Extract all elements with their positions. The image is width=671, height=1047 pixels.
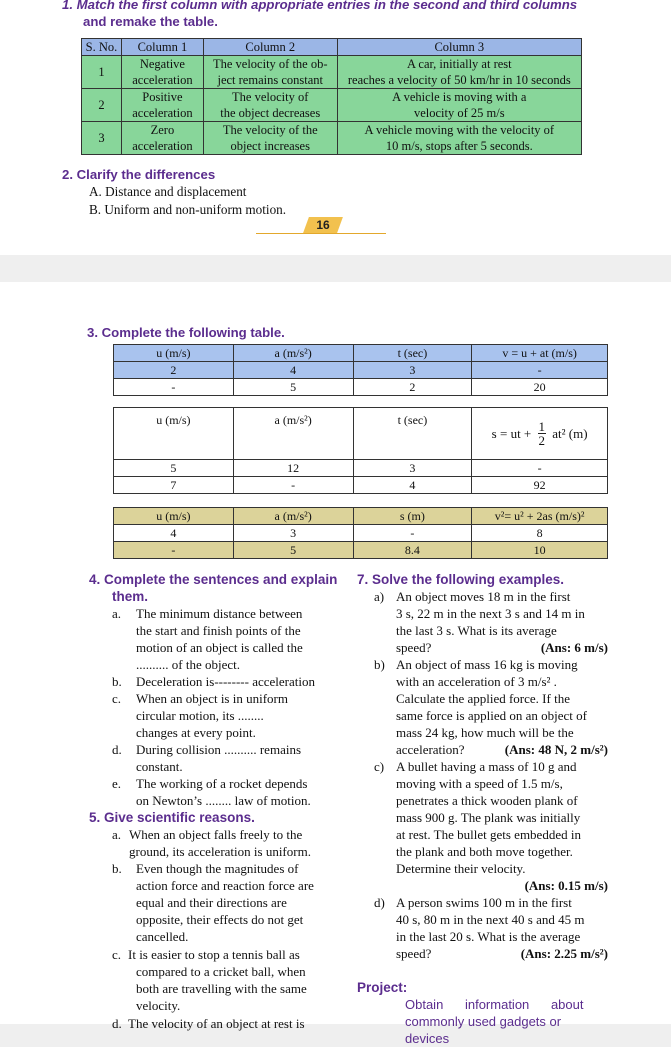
header-initial-velocity: u (m/s): [114, 508, 234, 525]
table-cell: 3: [353, 362, 472, 379]
cell-line: 10 m/s, stops after 5 seconds.: [385, 139, 533, 153]
table-row: [82, 56, 582, 89]
q5-item-c: [112, 946, 337, 1014]
text-line: constant.: [136, 759, 183, 774]
header-initial-velocity: u (m/s): [114, 345, 234, 362]
cell-column-2: [203, 122, 337, 155]
header-time: t (sec): [353, 408, 472, 460]
text-line: compared to a cricket ball, when: [136, 964, 306, 979]
cell-line: acceleration: [132, 106, 193, 120]
cell-line: A car, initially at rest: [406, 57, 512, 71]
text-line: An object moves 18 m in the first: [396, 589, 571, 604]
answer: (Ans: 2.25 m/s²): [520, 946, 608, 961]
text-line: 40 s, 80 m in the next 40 s and 45 m: [396, 912, 585, 927]
header-column-2: Column 2: [203, 39, 337, 56]
header-column-1: Column 1: [121, 39, 203, 56]
text-line: opposite, their effects do not get: [136, 912, 304, 927]
header-acceleration: a (m/s²): [233, 408, 353, 460]
textbook-page-top: [0, 0, 671, 255]
text-line: circular motion, its ........: [136, 708, 264, 723]
item-marker: d.: [112, 742, 122, 757]
table-cell: 5: [114, 460, 234, 477]
text-line: with an acceleration of 3 m/s² .: [396, 674, 557, 689]
item-marker: a.: [112, 827, 122, 842]
header-displacement-formula: [472, 408, 608, 460]
cell-line: A vehicle moving with the velocity of: [364, 123, 555, 137]
project-text-line1: Obtain information about: [405, 997, 584, 1012]
q7-item-c: [374, 758, 608, 894]
cell-line: Positive: [142, 90, 183, 104]
project-text-line2: commonly used gadgets or devices: [405, 1014, 562, 1046]
q2-heading: 2. Clarify the differences: [62, 167, 216, 182]
table-cell: 7: [114, 477, 234, 494]
text-line: penetrates a thick wooden plank of: [396, 793, 578, 808]
text-line: .......... of the object.: [136, 657, 240, 672]
text-line: the start and finish points of the: [136, 623, 301, 638]
page-number: 16: [316, 218, 330, 232]
text-line: A bullet having a mass of 10 g and: [396, 759, 577, 774]
table-header-row: [114, 345, 608, 362]
table-cell: -: [233, 477, 353, 494]
cell-column-2: [203, 89, 337, 122]
text-line: action force and reaction force are: [136, 878, 314, 893]
item-marker: c): [374, 759, 385, 774]
text-line: 3 s, 22 m in the next 3 s and 14 m in: [396, 606, 585, 621]
table-cell: -: [472, 362, 608, 379]
table-cell: -: [472, 460, 608, 477]
cell-line: Zero: [150, 123, 175, 137]
header-displacement: s (m): [353, 508, 472, 525]
item-marker: e.: [112, 776, 122, 791]
q5-heading: 5. Give scientific reasons.: [89, 810, 255, 825]
text-line: mass 24 kg, how much will be the: [396, 725, 574, 740]
cell-line: reaches a velocity of 50 km/hr in 10 seconds: [347, 73, 571, 87]
text-line: moving with a speed of 1.5 m/s,: [396, 776, 563, 791]
cell-column-3: [337, 56, 581, 89]
q4-heading-cont: them.: [112, 589, 149, 604]
cell-column-3: [337, 89, 581, 122]
text-line: in the last 20 s. What is the average: [396, 929, 581, 944]
item-marker: b.: [112, 861, 122, 876]
text-line: the last 3 s. What is its average: [396, 623, 557, 638]
q1-heading-line2: and remake the table.: [83, 14, 218, 29]
header-acceleration: a (m/s²): [233, 345, 353, 362]
text-line-with-answer: [396, 945, 608, 962]
q4-heading: 4. Complete the sentences and explain: [89, 572, 338, 587]
table-cell: 8.4: [353, 542, 472, 559]
item-text: [136, 673, 337, 690]
cell-column-1: [121, 122, 203, 155]
text-line: velocity.: [136, 998, 181, 1013]
table-row: [114, 362, 608, 379]
header-time: t (sec): [353, 345, 472, 362]
table-cell: 4: [114, 525, 234, 542]
cell-line: object increases: [230, 139, 310, 153]
cell-line: The velocity of the: [222, 123, 318, 137]
text-line: equal and their directions are: [136, 895, 287, 910]
item-text: [128, 946, 337, 1014]
text-line: acceleration?: [396, 742, 465, 757]
item-text: [128, 1015, 337, 1032]
text-line: The minimum distance between: [136, 606, 303, 621]
text-line: same force is applied on an object of: [396, 708, 587, 723]
item-text: [396, 758, 608, 894]
q7-heading: 7. Solve the following examples.: [357, 572, 565, 587]
item-text: [396, 588, 608, 656]
table-cell: 8: [472, 525, 608, 542]
text-line: speed?: [396, 640, 432, 655]
cell-column-1: [121, 56, 203, 89]
table-cell: 92: [472, 477, 608, 494]
table-cell: 20: [472, 379, 608, 396]
kinematics-table-2: [113, 407, 608, 494]
q7-item-b: [374, 656, 608, 758]
text-line: cancelled.: [136, 929, 189, 944]
text-line: Determine their velocity.: [396, 861, 526, 876]
cell-line: velocity of 25 m/s: [413, 106, 505, 120]
header-sno: S. No.: [82, 39, 122, 56]
table-cell: 4: [353, 477, 472, 494]
q3-heading: 3. Complete the following table.: [87, 325, 285, 340]
header-acceleration: a (m/s²): [233, 508, 353, 525]
kinematics-table-1: [113, 344, 608, 396]
match-table-header-row: [82, 39, 582, 56]
table-cell: 3: [353, 460, 472, 477]
item-marker: c.: [112, 691, 122, 706]
q2-part-a: A. Distance and displacement: [89, 184, 247, 199]
item-text: [136, 690, 337, 741]
header-initial-velocity: u (m/s): [114, 408, 234, 460]
fraction-numerator: 1: [538, 419, 546, 434]
item-marker: d): [374, 895, 385, 910]
answer: (Ans: 0.15 m/s): [524, 878, 608, 893]
text-line: A person swims 100 m in the first: [396, 895, 572, 910]
cell-line: Negative: [139, 57, 185, 71]
table-header-row: [114, 408, 608, 460]
text-line: motion of an object is called the: [136, 640, 303, 655]
text-line-with-answer: [396, 639, 608, 656]
item-text: [396, 894, 608, 962]
q5-item-a: [112, 826, 337, 860]
text-line: changes at every point.: [136, 725, 256, 740]
kinematics-table-3: [113, 507, 608, 559]
table-cell: 10: [472, 542, 608, 559]
item-text: [136, 605, 337, 673]
answer: (Ans: 6 m/s): [540, 640, 608, 655]
cell-sno: 1: [82, 56, 122, 89]
formula-left: s = ut +: [491, 425, 532, 441]
q4-item-b: [112, 673, 337, 690]
text-line-with-answer: [396, 741, 608, 758]
text-line: When an object falls freely to the: [129, 827, 303, 842]
table-cell: 4: [233, 362, 353, 379]
cell-line: the object decreases: [220, 106, 321, 120]
table-cell: 12: [233, 460, 353, 477]
text-line: mass 900 g. The plank was initially: [396, 810, 581, 825]
text-line: The working of a rocket depends: [136, 776, 308, 791]
cell-line: The velocity of: [232, 90, 309, 104]
item-text: [136, 775, 337, 809]
item-text: [396, 656, 608, 758]
cell-line: A vehicle is moving with a: [392, 90, 527, 104]
table-row: [114, 379, 608, 396]
cell-column-2: [203, 56, 337, 89]
formula-right: at² (m): [552, 425, 588, 441]
table-header-row: [114, 508, 608, 525]
q7-item-d: [374, 894, 608, 962]
table-row: [114, 460, 608, 477]
text-line: speed?: [396, 946, 432, 961]
textbook-page-bottom: [0, 282, 671, 1046]
formula-fraction: [538, 420, 547, 447]
q4-item-c: [112, 690, 337, 741]
table-row: [114, 477, 608, 494]
cell-line: The velocity of the ob-: [212, 57, 328, 71]
text-line: It is easier to stop a tennis ball as: [128, 947, 300, 962]
q4-item-d: [112, 741, 337, 775]
item-text: [129, 826, 337, 860]
item-text: [136, 860, 337, 945]
text-line: on Newton’s ........ law of motion.: [136, 793, 311, 808]
q1-heading-line1: 1. Match the first column with appropriate entries in the second and third columns: [62, 0, 578, 12]
cell-line: ject remains constant: [217, 73, 323, 87]
table-cell: -: [114, 542, 234, 559]
item-marker: a): [374, 589, 385, 604]
cell-line: acceleration: [132, 73, 193, 87]
answer: (Ans: 48 N, 2 m/s²): [504, 742, 608, 757]
table-cell: 5: [233, 542, 353, 559]
cell-sno: 3: [82, 122, 122, 155]
table-cell: -: [353, 525, 472, 542]
text-line: ground, its acceleration is uniform.: [129, 844, 311, 859]
q4-item-e: [112, 775, 337, 809]
header-final-velocity: v = u + at (m/s): [472, 345, 608, 362]
header-column-3: Column 3: [337, 39, 581, 56]
table-cell: -: [114, 379, 234, 396]
item-marker: b): [374, 657, 385, 672]
text-line: The velocity of an object at rest is: [128, 1016, 305, 1031]
item-marker: b.: [112, 674, 122, 689]
table-cell: 2: [114, 362, 234, 379]
cell-column-1: [121, 89, 203, 122]
table-row: [114, 525, 608, 542]
cell-sno: 2: [82, 89, 122, 122]
text-line: both are travelling with the same: [136, 981, 307, 996]
text-line: the plank and both move together.: [396, 844, 573, 859]
match-table: [81, 38, 582, 155]
table-row: [82, 89, 582, 122]
q5-item-b: [112, 860, 337, 945]
table-cell: 5: [233, 379, 353, 396]
item-marker: a.: [112, 606, 122, 621]
item-text: [136, 741, 337, 775]
text-line: When an object is in uniform: [136, 691, 288, 706]
item-marker: d.: [112, 1016, 122, 1031]
table-cell: 3: [233, 525, 353, 542]
page-number-rule: [256, 233, 386, 234]
text-line: at rest. The bullet gets embedded in: [396, 827, 581, 842]
q2-part-b: B. Uniform and non-uniform motion.: [89, 202, 287, 217]
text-line: Deceleration is-------- acceleration: [136, 674, 315, 689]
q4-item-a: [112, 605, 337, 673]
text-line: During collision .......... remains: [136, 742, 302, 757]
project-heading: Project:: [357, 980, 408, 995]
item-marker: c.: [112, 947, 122, 962]
cell-column-3: [337, 122, 581, 155]
text-line: An object of mass 16 kg is moving: [396, 657, 578, 672]
q7-item-a: [374, 588, 608, 656]
table-row: [114, 542, 608, 559]
cell-line: acceleration: [132, 139, 193, 153]
fraction-denominator: 2: [538, 433, 546, 448]
text-line: Even though the magnitudes of: [136, 861, 299, 876]
table-cell: 2: [353, 379, 472, 396]
q5-item-d: [112, 1015, 337, 1032]
text-line: Calculate the applied force. If the: [396, 691, 570, 706]
header-velocity-squared-formula: v²= u² + 2as (m/s)²: [472, 508, 608, 525]
table-row: [82, 122, 582, 155]
